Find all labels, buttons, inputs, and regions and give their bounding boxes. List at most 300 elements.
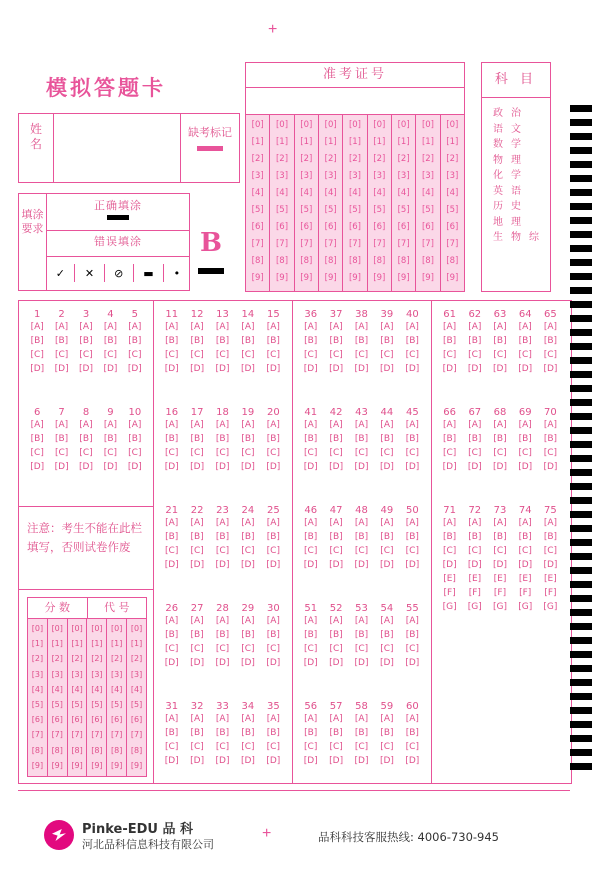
- option-bubble[interactable]: [D]: [215, 462, 230, 472]
- score-bubble[interactable]: [7]: [31, 730, 44, 740]
- option-row[interactable]: [153, 740, 292, 754]
- option-bubble[interactable]: [A]: [405, 518, 419, 528]
- option-row[interactable]: [153, 530, 292, 544]
- option-bubble[interactable]: [C]: [266, 546, 280, 556]
- exam-number-bubble[interactable]: [0]: [421, 120, 434, 130]
- subject-item[interactable]: 历: [493, 201, 503, 212]
- exam-number-bubble[interactable]: [4]: [348, 188, 361, 198]
- option-bubble[interactable]: [B]: [354, 336, 369, 346]
- option-bubble[interactable]: [C]: [329, 350, 343, 360]
- option-bubble[interactable]: [B]: [165, 434, 179, 444]
- option-bubble[interactable]: [D]: [379, 756, 394, 766]
- option-bubble[interactable]: [G]: [543, 602, 558, 612]
- option-bubble[interactable]: [A]: [380, 518, 394, 528]
- option-bubble[interactable]: [B]: [380, 434, 394, 444]
- option-bubble[interactable]: [D]: [164, 560, 179, 570]
- score-bubble[interactable]: [9]: [111, 760, 123, 770]
- option-bubble[interactable]: [D]: [303, 560, 318, 570]
- exam-number-bubble[interactable]: [7]: [397, 239, 410, 249]
- exam-number-bubble[interactable]: [5]: [300, 205, 313, 215]
- option-bubble[interactable]: [D]: [493, 462, 507, 472]
- option-bubble[interactable]: [B]: [468, 434, 482, 444]
- option-row[interactable]: [292, 628, 431, 642]
- score-bubble[interactable]: [8]: [91, 745, 103, 755]
- option-bubble[interactable]: [A]: [354, 518, 369, 528]
- exam-number-bubble[interactable]: [8]: [300, 256, 313, 266]
- option-bubble[interactable]: [B]: [443, 434, 457, 444]
- score-bubble[interactable]: [1]: [51, 639, 63, 649]
- option-row[interactable]: [153, 348, 292, 362]
- option-bubble[interactable]: [B]: [241, 336, 255, 346]
- score-bubble[interactable]: [8]: [71, 745, 83, 755]
- option-bubble[interactable]: [C]: [468, 546, 482, 556]
- subject-item[interactable]: [529, 215, 539, 231]
- option-bubble[interactable]: [A]: [405, 322, 419, 332]
- question-block[interactable]: [292, 407, 431, 474]
- option-bubble[interactable]: [D]: [54, 364, 69, 374]
- option-bubble[interactable]: [C]: [329, 546, 343, 556]
- option-row[interactable]: [431, 558, 569, 572]
- exam-number-bubble[interactable]: [3]: [397, 171, 410, 181]
- option-bubble[interactable]: [B]: [329, 434, 343, 444]
- option-bubble[interactable]: [D]: [329, 756, 344, 766]
- option-bubble[interactable]: [D]: [442, 364, 457, 374]
- option-bubble[interactable]: [F]: [544, 588, 557, 598]
- option-bubble[interactable]: [D]: [240, 560, 255, 570]
- exam-number-bubble[interactable]: [4]: [300, 188, 313, 198]
- question-block[interactable]: [292, 603, 431, 670]
- option-bubble[interactable]: [A]: [165, 518, 179, 528]
- option-row[interactable]: [292, 446, 431, 460]
- subject-item[interactable]: 学: [511, 170, 521, 181]
- option-bubble[interactable]: [A]: [30, 322, 44, 332]
- option-bubble[interactable]: [D]: [240, 364, 255, 374]
- subject-item[interactable]: 史: [511, 201, 521, 212]
- exam-number-bubble[interactable]: [6]: [324, 222, 337, 232]
- question-block[interactable]: [431, 505, 569, 614]
- option-bubble[interactable]: [B]: [468, 336, 482, 346]
- subject-item[interactable]: [529, 106, 539, 122]
- score-bubble[interactable]: [5]: [130, 700, 143, 710]
- option-bubble[interactable]: [B]: [215, 532, 230, 542]
- option-row[interactable]: [153, 446, 292, 460]
- score-column[interactable]: [107, 619, 127, 776]
- option-bubble[interactable]: [B]: [30, 434, 44, 444]
- option-bubble[interactable]: [C]: [518, 546, 532, 556]
- option-bubble[interactable]: [B]: [190, 336, 204, 346]
- option-row[interactable]: [431, 460, 569, 474]
- exam-number-bubble[interactable]: [5]: [373, 205, 386, 215]
- exam-number-bubble[interactable]: [9]: [275, 273, 289, 283]
- option-bubble[interactable]: [C]: [442, 448, 457, 458]
- option-bubble[interactable]: [D]: [405, 560, 420, 570]
- exam-number-column[interactable]: [392, 115, 416, 291]
- option-bubble[interactable]: [C]: [543, 546, 558, 556]
- option-row[interactable]: [431, 516, 569, 530]
- score-bubble[interactable]: [9]: [130, 760, 143, 770]
- option-bubble[interactable]: [B]: [304, 728, 318, 738]
- score-bubble[interactable]: [0]: [91, 624, 103, 633]
- option-bubble[interactable]: [C]: [354, 350, 369, 360]
- score-bubble[interactable]: [7]: [51, 730, 63, 740]
- option-row[interactable]: [431, 348, 569, 362]
- option-bubble[interactable]: [A]: [266, 714, 280, 724]
- option-bubble[interactable]: [A]: [443, 322, 457, 332]
- option-row[interactable]: [153, 334, 292, 348]
- option-row[interactable]: [292, 516, 431, 530]
- question-block[interactable]: [153, 603, 292, 670]
- option-row[interactable]: [431, 600, 569, 614]
- score-bubble[interactable]: [8]: [130, 745, 143, 755]
- option-row[interactable]: [292, 432, 431, 446]
- exam-number-bubble[interactable]: [1]: [397, 137, 410, 147]
- option-bubble[interactable]: [B]: [380, 532, 394, 542]
- option-bubble[interactable]: [A]: [518, 420, 532, 430]
- option-bubble[interactable]: [B]: [468, 532, 482, 542]
- exam-number-bubble[interactable]: [7]: [300, 239, 313, 249]
- option-bubble[interactable]: [B]: [354, 728, 369, 738]
- option-bubble[interactable]: [B]: [405, 336, 419, 346]
- option-bubble[interactable]: [D]: [303, 462, 318, 472]
- score-bubble[interactable]: [1]: [111, 639, 123, 649]
- exam-number-bubble[interactable]: [0]: [324, 120, 337, 130]
- option-bubble[interactable]: [C]: [215, 644, 230, 654]
- option-bubble[interactable]: [C]: [241, 644, 255, 654]
- option-bubble[interactable]: [D]: [215, 560, 230, 570]
- score-column[interactable]: [28, 619, 48, 776]
- option-bubble[interactable]: [B]: [55, 336, 69, 346]
- option-row[interactable]: [431, 432, 569, 446]
- option-bubble[interactable]: [C]: [266, 350, 280, 360]
- exam-number-bubble[interactable]: [5]: [324, 205, 337, 215]
- option-bubble[interactable]: [B]: [304, 336, 318, 346]
- option-bubble[interactable]: [A]: [493, 322, 507, 332]
- option-bubble[interactable]: [A]: [468, 420, 482, 430]
- score-bubble[interactable]: [1]: [91, 639, 103, 649]
- subject-item[interactable]: [529, 137, 539, 153]
- option-bubble[interactable]: [D]: [442, 462, 457, 472]
- option-bubble[interactable]: [B]: [543, 532, 558, 542]
- exam-number-bubble[interactable]: [3]: [446, 171, 459, 181]
- option-bubble[interactable]: [D]: [379, 560, 394, 570]
- exam-number-bubble[interactable]: [0]: [275, 120, 289, 130]
- option-bubble[interactable]: [D]: [493, 560, 507, 570]
- exam-number-bubble[interactable]: [3]: [300, 171, 313, 181]
- option-bubble[interactable]: [D]: [215, 658, 230, 668]
- subject-item[interactable]: 学: [511, 139, 521, 150]
- option-bubble[interactable]: [C]: [354, 644, 369, 654]
- option-bubble[interactable]: [C]: [380, 448, 394, 458]
- option-bubble[interactable]: [A]: [215, 420, 230, 430]
- option-bubble[interactable]: [A]: [55, 420, 69, 430]
- score-bubble[interactable]: [6]: [71, 715, 83, 725]
- exam-number-bubble[interactable]: [1]: [300, 137, 313, 147]
- option-bubble[interactable]: [B]: [329, 336, 343, 346]
- option-bubble[interactable]: [D]: [266, 658, 281, 668]
- option-bubble[interactable]: [C]: [30, 448, 44, 458]
- option-bubble[interactable]: [D]: [329, 560, 344, 570]
- exam-number-bubble[interactable]: [3]: [324, 171, 337, 181]
- option-bubble[interactable]: [B]: [165, 336, 179, 346]
- score-bubble[interactable]: [3]: [51, 669, 63, 679]
- exam-number-bubble-columns[interactable]: [246, 115, 464, 291]
- option-bubble[interactable]: [D]: [379, 364, 394, 374]
- option-row[interactable]: [292, 740, 431, 754]
- score-bubble[interactable]: [5]: [51, 700, 63, 710]
- option-bubble[interactable]: [D]: [518, 462, 533, 472]
- option-bubble[interactable]: [B]: [443, 532, 457, 542]
- option-bubble[interactable]: [D]: [354, 364, 369, 374]
- option-bubble[interactable]: [B]: [405, 532, 419, 542]
- option-bubble[interactable]: [A]: [190, 714, 204, 724]
- exam-number-bubble[interactable]: [6]: [373, 222, 386, 232]
- exam-number-bubble[interactable]: [0]: [300, 120, 313, 130]
- exam-number-bubble[interactable]: [2]: [251, 154, 264, 164]
- exam-number-bubble[interactable]: [6]: [300, 222, 313, 232]
- option-bubble[interactable]: [C]: [215, 448, 230, 458]
- option-bubble[interactable]: [A]: [354, 616, 369, 626]
- absent-mark-bar[interactable]: [197, 146, 223, 151]
- option-bubble[interactable]: [B]: [190, 728, 204, 738]
- score-bubble[interactable]: [9]: [71, 760, 83, 770]
- question-block[interactable]: [292, 309, 431, 376]
- score-bubble[interactable]: [7]: [71, 730, 83, 740]
- option-bubble[interactable]: [A]: [329, 420, 343, 430]
- score-bubble[interactable]: [0]: [71, 624, 83, 633]
- option-bubble[interactable]: [A]: [304, 420, 318, 430]
- option-bubble[interactable]: [D]: [329, 658, 344, 668]
- option-bubble[interactable]: [B]: [354, 434, 369, 444]
- score-bubble[interactable]: [1]: [31, 639, 44, 649]
- option-bubble[interactable]: [A]: [266, 616, 280, 626]
- option-row[interactable]: [292, 558, 431, 572]
- option-bubble[interactable]: [B]: [380, 336, 394, 346]
- option-bubble[interactable]: [G]: [442, 602, 457, 612]
- option-bubble[interactable]: [B]: [405, 728, 419, 738]
- score-bubble[interactable]: [3]: [130, 669, 143, 679]
- option-bubble[interactable]: [A]: [329, 616, 343, 626]
- exam-number-bubble[interactable]: [8]: [397, 256, 410, 266]
- option-bubble[interactable]: [D]: [354, 462, 369, 472]
- subject-item[interactable]: [529, 184, 539, 200]
- option-bubble[interactable]: [D]: [405, 658, 420, 668]
- option-bubble[interactable]: [B]: [354, 532, 369, 542]
- exam-number-bubble[interactable]: [7]: [446, 239, 459, 249]
- option-bubble[interactable]: [A]: [405, 714, 419, 724]
- option-bubble[interactable]: [D]: [30, 364, 45, 374]
- option-bubble[interactable]: [D]: [215, 364, 230, 374]
- option-bubble[interactable]: [C]: [354, 448, 369, 458]
- score-bubble[interactable]: [6]: [51, 715, 63, 725]
- score-bubble[interactable]: [0]: [31, 624, 44, 633]
- option-row[interactable]: [153, 516, 292, 530]
- option-bubble[interactable]: [B]: [165, 630, 179, 640]
- option-bubble[interactable]: [B]: [165, 728, 179, 738]
- option-row[interactable]: [431, 530, 569, 544]
- option-bubble[interactable]: [A]: [304, 714, 318, 724]
- option-row[interactable]: [431, 572, 569, 586]
- exam-number-bubble[interactable]: [7]: [348, 239, 361, 249]
- exam-number-column[interactable]: [343, 115, 367, 291]
- score-bubble[interactable]: [8]: [111, 745, 123, 755]
- option-bubble[interactable]: [C]: [518, 350, 532, 360]
- option-bubble[interactable]: [B]: [405, 630, 419, 640]
- exam-number-bubble[interactable]: [4]: [397, 188, 410, 198]
- score-bubble[interactable]: [5]: [111, 700, 123, 710]
- score-bubble[interactable]: [4]: [130, 684, 143, 694]
- exam-number-column[interactable]: [416, 115, 440, 291]
- option-row[interactable]: [292, 754, 431, 768]
- exam-number-bubble[interactable]: [0]: [446, 120, 459, 130]
- exam-number-bubble[interactable]: [0]: [397, 120, 410, 130]
- exam-number-bubble[interactable]: [7]: [324, 239, 337, 249]
- exam-number-bubble[interactable]: [1]: [348, 137, 361, 147]
- option-bubble[interactable]: [D]: [354, 658, 369, 668]
- option-bubble[interactable]: [B]: [266, 630, 280, 640]
- option-bubble[interactable]: [C]: [266, 448, 280, 458]
- score-bubble[interactable]: [0]: [51, 624, 63, 633]
- option-bubble[interactable]: [A]: [215, 322, 230, 332]
- option-bubble[interactable]: [C]: [493, 448, 507, 458]
- option-bubble[interactable]: [B]: [79, 434, 93, 444]
- option-bubble[interactable]: [C]: [128, 448, 142, 458]
- option-bubble[interactable]: [B]: [266, 434, 280, 444]
- option-bubble[interactable]: [C]: [304, 350, 318, 360]
- option-bubble[interactable]: [A]: [443, 518, 457, 528]
- option-bubble[interactable]: [E]: [468, 574, 482, 584]
- option-row[interactable]: [19, 460, 153, 474]
- option-bubble[interactable]: [B]: [103, 434, 118, 444]
- score-bubble[interactable]: [5]: [31, 700, 44, 710]
- score-bubble[interactable]: [6]: [130, 715, 143, 725]
- exam-number-bubble[interactable]: [9]: [348, 273, 361, 283]
- question-block[interactable]: [19, 407, 153, 474]
- exam-number-bubble[interactable]: [0]: [373, 120, 386, 130]
- option-bubble[interactable]: [B]: [518, 336, 532, 346]
- exam-number-column[interactable]: [246, 115, 270, 291]
- option-bubble[interactable]: [A]: [266, 420, 280, 430]
- option-bubble[interactable]: [B]: [190, 434, 204, 444]
- option-bubble[interactable]: [C]: [304, 644, 318, 654]
- option-row[interactable]: [292, 334, 431, 348]
- exam-number-bubble[interactable]: [1]: [324, 137, 337, 147]
- option-bubble[interactable]: [D]: [543, 364, 558, 374]
- exam-number-column[interactable]: [319, 115, 343, 291]
- option-row[interactable]: [153, 628, 292, 642]
- exam-number-bubble[interactable]: [2]: [397, 154, 410, 164]
- score-column[interactable]: [87, 619, 107, 776]
- exam-number-bubble[interactable]: [8]: [251, 256, 264, 266]
- option-bubble[interactable]: [A]: [266, 518, 280, 528]
- exam-number-bubble[interactable]: [2]: [373, 154, 386, 164]
- option-bubble[interactable]: [B]: [354, 630, 369, 640]
- option-row[interactable]: [19, 320, 153, 334]
- option-bubble[interactable]: [B]: [241, 434, 255, 444]
- option-bubble[interactable]: [B]: [241, 630, 255, 640]
- option-bubble[interactable]: [A]: [165, 420, 179, 430]
- option-bubble[interactable]: [D]: [164, 658, 179, 668]
- exam-number-bubble[interactable]: [2]: [446, 154, 459, 164]
- option-bubble[interactable]: [C]: [380, 644, 394, 654]
- score-bubble[interactable]: [2]: [71, 654, 83, 664]
- score-bubble[interactable]: [2]: [111, 654, 123, 664]
- option-bubble[interactable]: [E]: [544, 574, 557, 584]
- option-bubble[interactable]: [A]: [165, 714, 179, 724]
- exam-number-bubble[interactable]: [3]: [421, 171, 434, 181]
- option-bubble[interactable]: [D]: [266, 756, 281, 766]
- option-row[interactable]: [19, 446, 153, 460]
- score-bubble[interactable]: [1]: [130, 639, 143, 649]
- option-bubble[interactable]: [G]: [518, 602, 533, 612]
- option-bubble[interactable]: [C]: [493, 350, 507, 360]
- option-bubble[interactable]: [B]: [215, 336, 230, 346]
- option-bubble[interactable]: [B]: [30, 336, 44, 346]
- option-bubble[interactable]: [D]: [240, 658, 255, 668]
- option-bubble[interactable]: [B]: [103, 336, 118, 346]
- option-bubble[interactable]: [C]: [304, 546, 318, 556]
- score-bubble[interactable]: [4]: [111, 684, 123, 694]
- option-bubble[interactable]: [D]: [467, 560, 482, 570]
- exam-number-bubble[interactable]: [6]: [446, 222, 459, 232]
- question-block[interactable]: [153, 701, 292, 768]
- option-bubble[interactable]: [C]: [543, 350, 558, 360]
- question-block[interactable]: [431, 309, 569, 376]
- subject-item[interactable]: 理: [511, 216, 521, 228]
- option-bubble[interactable]: [A]: [380, 616, 394, 626]
- exam-number-bubble[interactable]: [3]: [348, 171, 361, 181]
- exam-number-bubble[interactable]: [7]: [373, 239, 386, 249]
- option-row[interactable]: [153, 558, 292, 572]
- option-bubble[interactable]: [G]: [493, 602, 507, 612]
- exam-number-bubble[interactable]: [4]: [373, 188, 386, 198]
- option-bubble[interactable]: [A]: [304, 322, 318, 332]
- option-bubble[interactable]: [D]: [240, 756, 255, 766]
- option-bubble[interactable]: [A]: [380, 714, 394, 724]
- option-bubble[interactable]: [C]: [241, 742, 255, 752]
- option-bubble[interactable]: [A]: [543, 518, 557, 528]
- exam-number-column[interactable]: [295, 115, 319, 291]
- exam-number-bubble[interactable]: [9]: [251, 273, 264, 283]
- exam-number-bubble[interactable]: [8]: [324, 256, 337, 266]
- option-bubble[interactable]: [B]: [493, 532, 507, 542]
- option-bubble[interactable]: [D]: [240, 462, 255, 472]
- exam-number-bubble[interactable]: [6]: [397, 222, 410, 232]
- option-bubble[interactable]: [A]: [405, 420, 419, 430]
- exam-number-write-row[interactable]: [246, 88, 464, 115]
- score-bubble[interactable]: [4]: [31, 684, 44, 694]
- score-bubble[interactable]: [0]: [130, 624, 143, 633]
- exam-number-bubble[interactable]: [6]: [275, 222, 289, 232]
- option-bubble[interactable]: [C]: [442, 546, 457, 556]
- option-bubble[interactable]: [D]: [543, 462, 558, 472]
- option-bubble[interactable]: [D]: [190, 560, 205, 570]
- option-bubble[interactable]: [D]: [103, 364, 118, 374]
- subject-item[interactable]: 理: [511, 154, 521, 166]
- option-bubble[interactable]: [C]: [380, 742, 394, 752]
- option-bubble[interactable]: [C]: [165, 742, 179, 752]
- option-bubble[interactable]: [D]: [405, 364, 420, 374]
- option-bubble[interactable]: [C]: [165, 448, 179, 458]
- option-bubble[interactable]: [A]: [304, 616, 318, 626]
- option-bubble[interactable]: [B]: [128, 336, 142, 346]
- option-bubble[interactable]: [B]: [543, 336, 558, 346]
- option-row[interactable]: [153, 432, 292, 446]
- option-bubble[interactable]: [D]: [266, 560, 281, 570]
- option-row[interactable]: [292, 656, 431, 670]
- option-bubble[interactable]: [B]: [266, 728, 280, 738]
- exam-number-bubble[interactable]: [9]: [324, 273, 337, 283]
- option-bubble[interactable]: [D]: [543, 560, 558, 570]
